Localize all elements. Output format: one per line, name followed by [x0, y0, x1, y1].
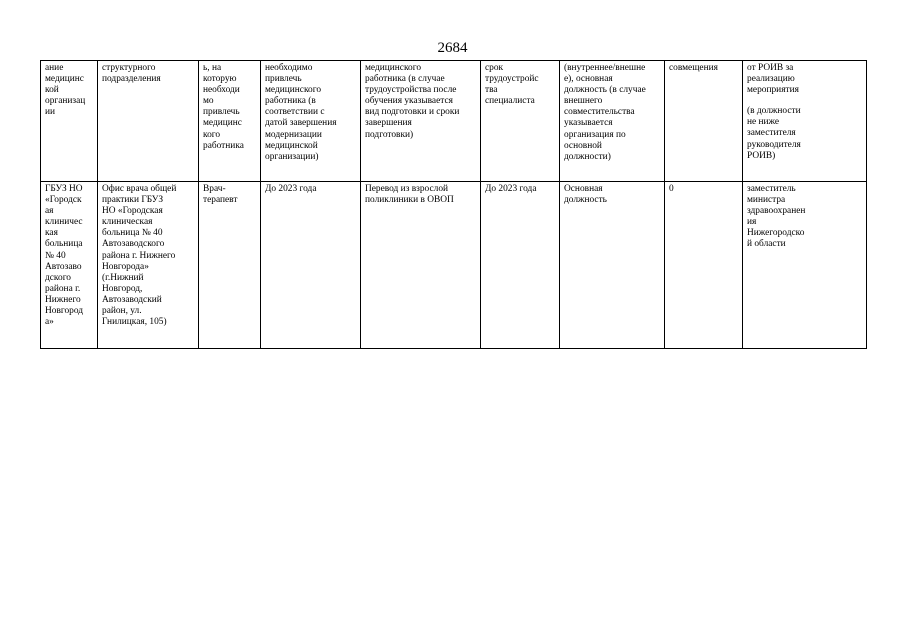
cell-text-line: (г.Нижний — [102, 272, 144, 283]
header-cell — [361, 61, 481, 182]
cell-text-line: привлечь — [265, 74, 302, 85]
cell-text-line: больница — [45, 239, 83, 250]
header-cell — [665, 61, 743, 182]
cell-text-line: До 2023 года — [265, 184, 317, 194]
cell-text-line: ь, на — [203, 63, 222, 73]
cell-text-line: ии — [45, 107, 56, 118]
table-row — [41, 182, 867, 349]
cell-text-line: организация по — [564, 129, 626, 140]
cell-text-line: дского — [45, 272, 71, 283]
header-cell — [98, 61, 199, 182]
cell-text-line: медицинской — [265, 140, 318, 151]
cell-text-line: привлечь — [203, 107, 240, 118]
row-cell — [665, 182, 743, 349]
cell-text-line: медицинского — [365, 63, 422, 73]
cell-text-line: Новгород — [45, 306, 84, 317]
cell-text-line: (внутреннее/внешне — [564, 63, 646, 73]
cell-text-line: датой завершения — [265, 118, 337, 129]
cell-text-line: № 40 — [45, 250, 66, 261]
cell-text-line: медицинс — [45, 74, 84, 85]
row-cell — [481, 182, 560, 349]
cell-text-line: завершения — [365, 118, 412, 129]
cell-text-line: совместительства — [564, 107, 635, 118]
cell-text-line: подготовки) — [365, 129, 414, 140]
cell-text-line: организации) — [265, 151, 319, 162]
row-cell — [560, 182, 665, 349]
cell-text-line: Новгорода» — [102, 261, 149, 272]
cell-text-line: Нижнего — [45, 294, 81, 305]
cell-text-line: совмещения — [669, 63, 718, 73]
cell-text-line: РОИВ) — [747, 150, 776, 161]
cell-text-line: работника — [203, 140, 244, 151]
cell-text-line: должность (в случае — [564, 85, 646, 96]
page-number: 2684 — [437, 40, 468, 56]
cell-text-line: работника (в случае — [365, 74, 445, 85]
cell-text-line: район, ул. — [102, 306, 142, 317]
cell-text-line: ия — [747, 217, 757, 228]
cell-text-line: должности) — [564, 151, 611, 162]
cell-text-line: клиническая — [102, 217, 153, 228]
cell-text-line: которую — [203, 74, 237, 85]
cell-text-line: Автозаводского — [102, 239, 165, 250]
header-cell — [261, 61, 361, 182]
header-cell — [199, 61, 261, 182]
cell-text-line: модернизации — [265, 129, 322, 140]
cell-text-line: вид подготовки и сроки — [365, 107, 460, 118]
cell-text-line: терапевт — [203, 195, 238, 206]
cell-text-line: подразделения — [102, 74, 161, 85]
cell-text-line: структурного — [102, 63, 156, 73]
cell-text-line: организац — [45, 96, 86, 107]
cell-text-line: поликлиники в ОВОП — [365, 195, 454, 206]
cell-text-line: необходимо — [265, 63, 313, 73]
cell-text-line: обучения указывается — [365, 96, 453, 107]
header-responsible-note — [747, 106, 864, 161]
header-cell — [560, 61, 665, 182]
cell-text-line: срок — [485, 63, 504, 73]
table-header-row — [41, 61, 867, 182]
cell-text-line: кая — [45, 228, 58, 239]
cell-text-line: НО «Городская — [102, 206, 163, 217]
cell-text-line: Автозаводский — [102, 294, 162, 305]
cell-text-line: кого — [203, 129, 221, 140]
cell-text-line: Основная — [564, 184, 603, 194]
cell-text-line: не ниже — [747, 117, 780, 128]
row-cell — [743, 182, 867, 349]
cell-text-line: е), основная — [564, 74, 613, 85]
cell-text-line: кой — [45, 85, 59, 96]
cell-text-line: мероприятия — [747, 85, 799, 96]
cell-text-line: внешнего — [564, 96, 603, 107]
cell-text-line: должность — [564, 195, 607, 206]
cell-text-line: трудоустройс — [485, 74, 539, 85]
cell-text-line: соответствии с — [265, 107, 325, 118]
cell-text-line: работника (в — [265, 96, 316, 107]
cell-text-line: 0 — [669, 184, 674, 194]
cell-text-line: тва — [485, 85, 498, 96]
cell-text-line: «Городск — [45, 195, 82, 206]
cell-text-line: Перевод из взрослой — [365, 184, 449, 194]
measures-table — [40, 60, 867, 349]
cell-text-line: необходи — [203, 85, 240, 96]
row-cell — [261, 182, 361, 349]
row-cell — [361, 182, 481, 349]
cell-text-line: реализацию — [747, 74, 795, 85]
cell-text-line: а» — [45, 317, 54, 328]
cell-text-line: Офис врача общей — [102, 184, 177, 194]
cell-text-line: клиничес — [45, 217, 83, 228]
cell-text-line: больница № 40 — [102, 228, 163, 239]
cell-text-line: Врач- — [203, 184, 226, 194]
cell-text-line: До 2023 года — [485, 184, 537, 194]
cell-text-line: района г. — [45, 283, 81, 294]
row-cell — [41, 182, 98, 349]
header-responsible-text — [747, 63, 864, 96]
cell-text-line: Гнилицкая, 105) — [102, 317, 167, 328]
cell-text-line: ание — [45, 63, 64, 73]
header-cell — [41, 61, 98, 182]
cell-text-line: района г. Нижнего — [102, 250, 176, 261]
cell-text-line: заместителя — [747, 128, 796, 139]
cell-text-line: й области — [747, 239, 786, 250]
cell-text-line: Нижегородско — [747, 228, 805, 239]
cell-text-line: медицинс — [203, 118, 242, 129]
cell-text-line: ГБУЗ НО — [45, 184, 83, 194]
cell-text-line: здравоохранен — [747, 206, 806, 217]
cell-text-line: (в должности — [747, 106, 801, 117]
cell-text-line: основной — [564, 140, 602, 151]
cell-text-line: заместитель — [747, 184, 796, 194]
header-cell-responsible — [743, 61, 867, 182]
cell-text-line: от РОИВ за — [747, 63, 794, 73]
cell-text-line: ая — [45, 206, 54, 217]
cell-text-line: практики ГБУЗ — [102, 195, 164, 206]
cell-text-line: медицинского — [265, 85, 322, 96]
cell-text-line: специалиста — [485, 96, 535, 107]
cell-text-line: Новгород, — [102, 283, 143, 294]
cell-text-line: Автозаво — [45, 261, 82, 272]
cell-text-line: указывается — [564, 118, 613, 129]
cell-text-line: трудоустройства после — [365, 85, 457, 96]
row-cell — [199, 182, 261, 349]
header-cell — [481, 61, 560, 182]
cell-text-line: руководителя — [747, 139, 801, 150]
cell-text-line: министра — [747, 195, 786, 206]
row-cell — [98, 182, 199, 349]
cell-text-line: мо — [203, 96, 214, 107]
